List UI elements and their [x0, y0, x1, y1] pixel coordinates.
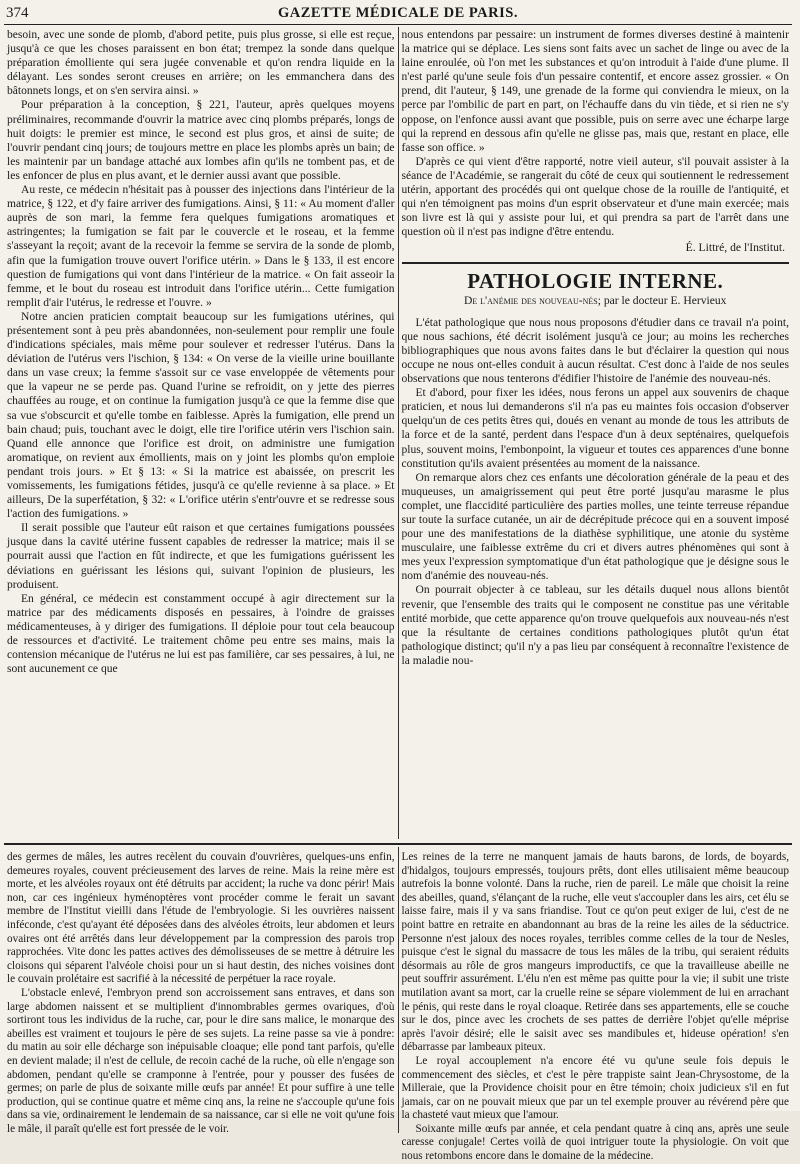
lower-right-column — [399, 845, 793, 1163]
journal-title: GAZETTE MÉDICALE DE PARIS. — [278, 5, 518, 21]
article-title: De l'anémie des nouveau-nés — [464, 293, 598, 307]
paragraph: En général, ce médecin est constamment occupé à agir directement sur la matrice par des médicaments disposés en pessaires, à l'oindre de graisses médicamenteuses, à y diriger des fumigations. Il déploie pour tout cela beaucoup de ressources et d'activité. Le traitement chôme peu entre ses mains, mais la contension mécanique de l'utérus ne lui est pas familière, car ses pessaires, à lui, ne sont aucunement ce que — [7, 592, 395, 676]
paragraph: D'après ce qui vient d'être rapporté, notre vieil auteur, s'il pouvait assister à la séance de l'Académie, se rangerait du côté de ceux qui soutiennent le redressement utérin, apportant des procédés qui ont quelque chose de la rouille de l'antiquité, et qui n'en témoignent pas moins d'un esprit observateur et d'une main exercée; mais son livre est là qui y assiste pour lui, et qui prendra sa part de l'arrêt dans une question où il n'est pas indigne d'être entendu. — [401, 155, 789, 239]
divider — [402, 262, 790, 264]
paragraph: Notre ancien praticien comptait beaucoup sur les fumigations utérines, qui présentement sont à peu près abandonnées, non-seulement pour remplir une foule d'indications spéciales, mais même pour soulever et redresser l'utérus. Dans la déviation de l'utérus vers l'ischion, § 134: « On verse de la vieille urine bouillante dans un vase creux; la femme s'assoit sur ce vase enveloppée de vêtements pour que la vapeur ne se perde pas. Quand l'urine se refroidit, on y jette des pierres chauffées au rouge, et on continue la fumigation jusqu'à ce que la femme dise que sa vue s'obscurcit et qu'elle tombe en faiblesse. Après la fumigation, elle prend un bain chaud; puis, touchant avec le doigt, elle tire l'orifice utérin vers l'ischion sain. Quand elle annonce que l'orifice est droit, on administre une fumigation aromatique, on revient aux émollients, mais on y joint les plombs qu'on emploie pendant trois jours. » Et § 13: « Si la matrice est abaissée, on prescrit les vomissements, les fumigations fétides, jusqu'à ce qu'elle revienne à sa place. » Et ailleurs, De la superfétation, § 32: « L'orifice utérin s'entr'ouvre et se redresse sous l'action des fumigations. » — [7, 310, 395, 521]
page-header — [4, 0, 792, 25]
paragraph: On remarque alors chez ces enfants une décoloration générale de la peau et des muqueuses, un amaigrissement qui peut être porté jusqu'au marasme le plus complet, une flaccidité particulière des parties molles, une teinte terreuse répandue sur toute la surface cutanée, un air de décrépitude précoce qui en a souvent imposé pour une des manifestations de la diathèse syphilitique, une atonie du système musculaire, une faiblesse extrême du cri et divers autres phénomènes qui sont à mes yeux l'expression symptomatique d'un état pathologique que je désigne sous le nom d'anémie des nouveau-nés. — [401, 471, 789, 583]
paragraph: nous entendons par pessaire: un instrument de formes diverses destiné à maintenir la matrice qui se déplace. Les siens sont faits avec un sachet de linge ou avec de la laine enroulée, où l'on met les substances et qu'on introduit à l'aide d'une plume. Il n'est parlé qu'une seule fois d'un pessaire contentif, et encore assez grossier. « On prend, dit l'auteur, § 149, une grenade de la forme qui conviendra le mieux, on la perce par l'ombilic de part en part, on l'échauffe dans du vin tiède, et si rien ne s'y oppose, on l'enfonce aussi avant que possible, puis on serre avec une écharpe large qui la reprend en dessous afin qu'elle ne glisse pas, mais que, restant en place, elle fasse son office. » — [401, 29, 789, 154]
paragraph: Au reste, ce médecin n'hésitait pas à pousser des injections dans l'intérieur de la matrice, § 122, et d'y faire arriver des fumigations. Ainsi, § 11: « Au moment d'aller auprès de son mari, la femme fera quelques fumigations aromatiques et astringentes; la fumigation se fait par le couvercle et le roseau, et la femme s'asseyant la reçoit; avant de la recevoir la femme se servira de la sonde de plomb, afin que la fumigation trouve ouvert l'orifice utérin. » Dans le § 133, il est encore question de fumigations qui vont dans l'intérieur de la matrice. « On fait asseoir la femme, et le bout du roseau est introduit dans l'orifice utérin... Cette fumigation remplit d'air l'utérus, le redresse et l'ouvre. » — [7, 184, 395, 309]
article-heading — [402, 294, 790, 308]
paragraph: des germes de mâles, les autres recèlent du couvain d'ouvrières, quelques-uns enfin, demeures royales, couvent précieusement des larves de reine. Mais la reine mère est morte, et les alvéoles royaux ont été détruits par accident; la ruche va donc périr! Mais non, car ces ingénieux hyménoptères vont procéder comme le ferait un savant membre de l'Institut vieilli dans l'étude de l'embryologie. Si les ouvrières naissent inféconde, c'est qu'ayant été déposées dans des alvéoles étroits, leur abdomen et leurs ovaires ont été arrêtés dans leur développement par la compression des parois trop rapprochées. Vite donc les pattes actives des démolisseuses de se mettre à détruire les cloisons qui séparent l'alvéole choisi pour un si haut destin, des niches voisines dont le couvain prolétaire est sacrifié à la nécessité de perpétuer la race royale. — [7, 851, 395, 986]
paragraph: L'obstacle enlevé, l'embryon prend son accroissement sans entraves, et dans son large abdomen naissent et se multiplient d'innombrables germes ovariques, d'où sortiront tous les individus de la ruche, car, pour le dire sans malice, le monarque des abeilles est vraiment et toujours le père de ses sujets. La reine passe sa vie à pondre: du matin au soir elle décharge son inépuisable cloaque; elle pond tant parfois, qu'elle en devient malade; il n'est de cellule, de recoin caché de la ruche, où elle n'engage son abdomen, pendant qu'elle se cramponne à l'entrée, pour y pousser des fusées de germes; on parle de plus de soixante mille œufs par année! Et pour suffire à une telle production, qui se continue quatre et même cinq ans, la reine ne s'accouple qu'une fois dans sa vie, ordinairement le lendemain de sa naissance, car si elle ne voit qu'une fois le mâle, il paraît qu'elle est fort pressée de le voir. — [7, 986, 395, 1135]
page-number: 374 — [6, 5, 29, 21]
lower-section — [4, 845, 792, 1163]
paragraph: Et d'abord, pour fixer les idées, nous ferons un appel aux souvenirs de chaque praticien, et nous lui demanderons s'il n'a pas eu maintes fois occasion d'observer quelqu'un de ces petits êtres qui, doués en venant au monde de tous les attributs de la force et de la santé, perdent dans l'espace d'un à deux septénaires, quelquefois plus, souvent moins, l'embonpoint, la vigueur et toutes ces apparences d'une bonne constitution qu'ils avaient présentées au moment de la naissance. — [401, 387, 789, 470]
upper-left-column — [4, 25, 398, 841]
paragraph: Le royal accouplement n'a encore été vu qu'une seule fois depuis le commencement des siècles, et c'est le père trappiste saint Jean-Chrysostome, de la Milleraie, que la Providence choisit pour en être témoin; choix judicieux s'il en fut jamais, car on ne pouvait mieux que par un tel exemple prouver au révérend père que la chasteté vaut mieux que l'amour. — [401, 1054, 789, 1122]
upper-section — [4, 25, 792, 841]
article-byline: ; par le docteur E. Hervieux — [597, 293, 727, 307]
paragraph: L'état pathologique que nous nous proposons d'étudier dans ce travail n'a point, que nous sachions, été décrit isolément jusqu'à ce jour; au moins les recherches bibliographiques que nous avons faites dans le but d'éclairer la question qui nous occupe ne nous ont-elles conduit à aucun résultat. C'est donc à l'aide de nos seules observations que nous tenterons d'édifier l'histoire de l'anémie des nouveau-nés. — [401, 316, 789, 386]
lower-left-column — [4, 845, 398, 1135]
paragraph: besoin, avec une sonde de plomb, d'abord petite, puis plus grosse, si elle est reçue, jusqu'à ce que les choses paraissent en bon état; trempez la sonde dans quelque préparation émolliente qui sera jugée convenable et qu'on rendra liquide en la délayant. Les sondes seront creuses en arrière; on les emmanchera dans des bâtonnets longs, et on s'en servira ainsi. » — [7, 29, 395, 98]
paragraph: Pour préparation à la conception, § 221, l'auteur, après quelques moyens préliminaires, recommande d'ouvrir la matrice avec cinq plombs préparés, longs de huit doigts: le premier est mince, le second est plus gros, et ainsi de suite; de l'ouvrir pendant cinq jours; de toujours mettre en place les plombs après un bain; de les maintenir par un bandage attaché aux lombes afin qu'ils ne tombent pas, et de les enfoncer de plus en plus avant, et le dernier aussi avant que possible. — [7, 99, 395, 182]
upper-right-column — [399, 25, 793, 841]
paragraph: On pourrait objecter à ce tableau, sur les détails duquel nous allons bientôt revenir, que l'ensemble des traits qui le composent ne constitue pas une véritable entité morbide, que cette apparence qu'on trouve quelquefois aux nouveau-nés n'est que la résultante de certaines conditions pathologiques plutôt qu'un état pathologique distinct; qu'il n'y a pas lieu par conséquent à reconnaître l'existence de la maladie nou- — [401, 584, 789, 667]
paragraph: Il serait possible que l'auteur eût raison et que certaines fumigations poussées jusque dans la cavité utérine fussent capables de redresser la matrice; mais il se pourrait aussi que l'action en fût indirecte, et que les fumigations guérissent les déviations en guérissant les lésions qui, suivant l'opinion de plusieurs, les produisent. — [7, 522, 395, 591]
author-signature: É. Littré, de l'Institut. — [685, 241, 785, 255]
paragraph: Les reines de la terre ne manquent jamais de hauts barons, de lords, de boyards, d'hidalgos, toujours empressés, toujours prêts, dont elles utilisaient même beaucoup autrefois la bonne volonté. Dans la ruche, rien de pareil. Le mâle que choisit la reine des abeilles, quand, s'élançant de la ruche, elle veut s'accoupler dans les airs, cet élu se laisse faire, mais il y va sans friandise. Tout ce qu'on peut exiger de lui, c'est de ne point battre en retraite en abandonnant au bras de la reine les ailes de la séductrice. Personne n'est jaloux des noces royales, terribles comme celles de la tour de Nesles, puisque c'est le signal du massacre de tous les mâles de la tribu, qui seraient réduits désormais au rôle de gros mangeurs improductifs, ce que la travailleuse abeille ne peut souffrir assurément. L'élu n'en est même pas quitte pour la vie; il subit une triste mutilation avant sa mort, car la cruelle reine se sépare violemment de lui en arrachant le pénis, qui reste dans le royal cloaque. Retirée dans ses appartements, elle se couche sur le dos, pince avec les crochets de ses pattes de derrière l'objet qu'elle méprise après l'avoir désiré; elle le saisit avec ses mandibules et, hideuse opération! s'en débarrasse par lambeaux piteux. — [401, 851, 789, 1054]
paragraph: Soixante mille œufs par année, et cela pendant quatre à cinq ans, après une seule caresse conjugale! Certes voilà de quoi intriguer toute la physiologie. On voit que nous retombons encore dans le domaine de la médecine. — [401, 1122, 789, 1163]
section-title: PATHOLOGIE INTERNE. — [467, 268, 724, 293]
